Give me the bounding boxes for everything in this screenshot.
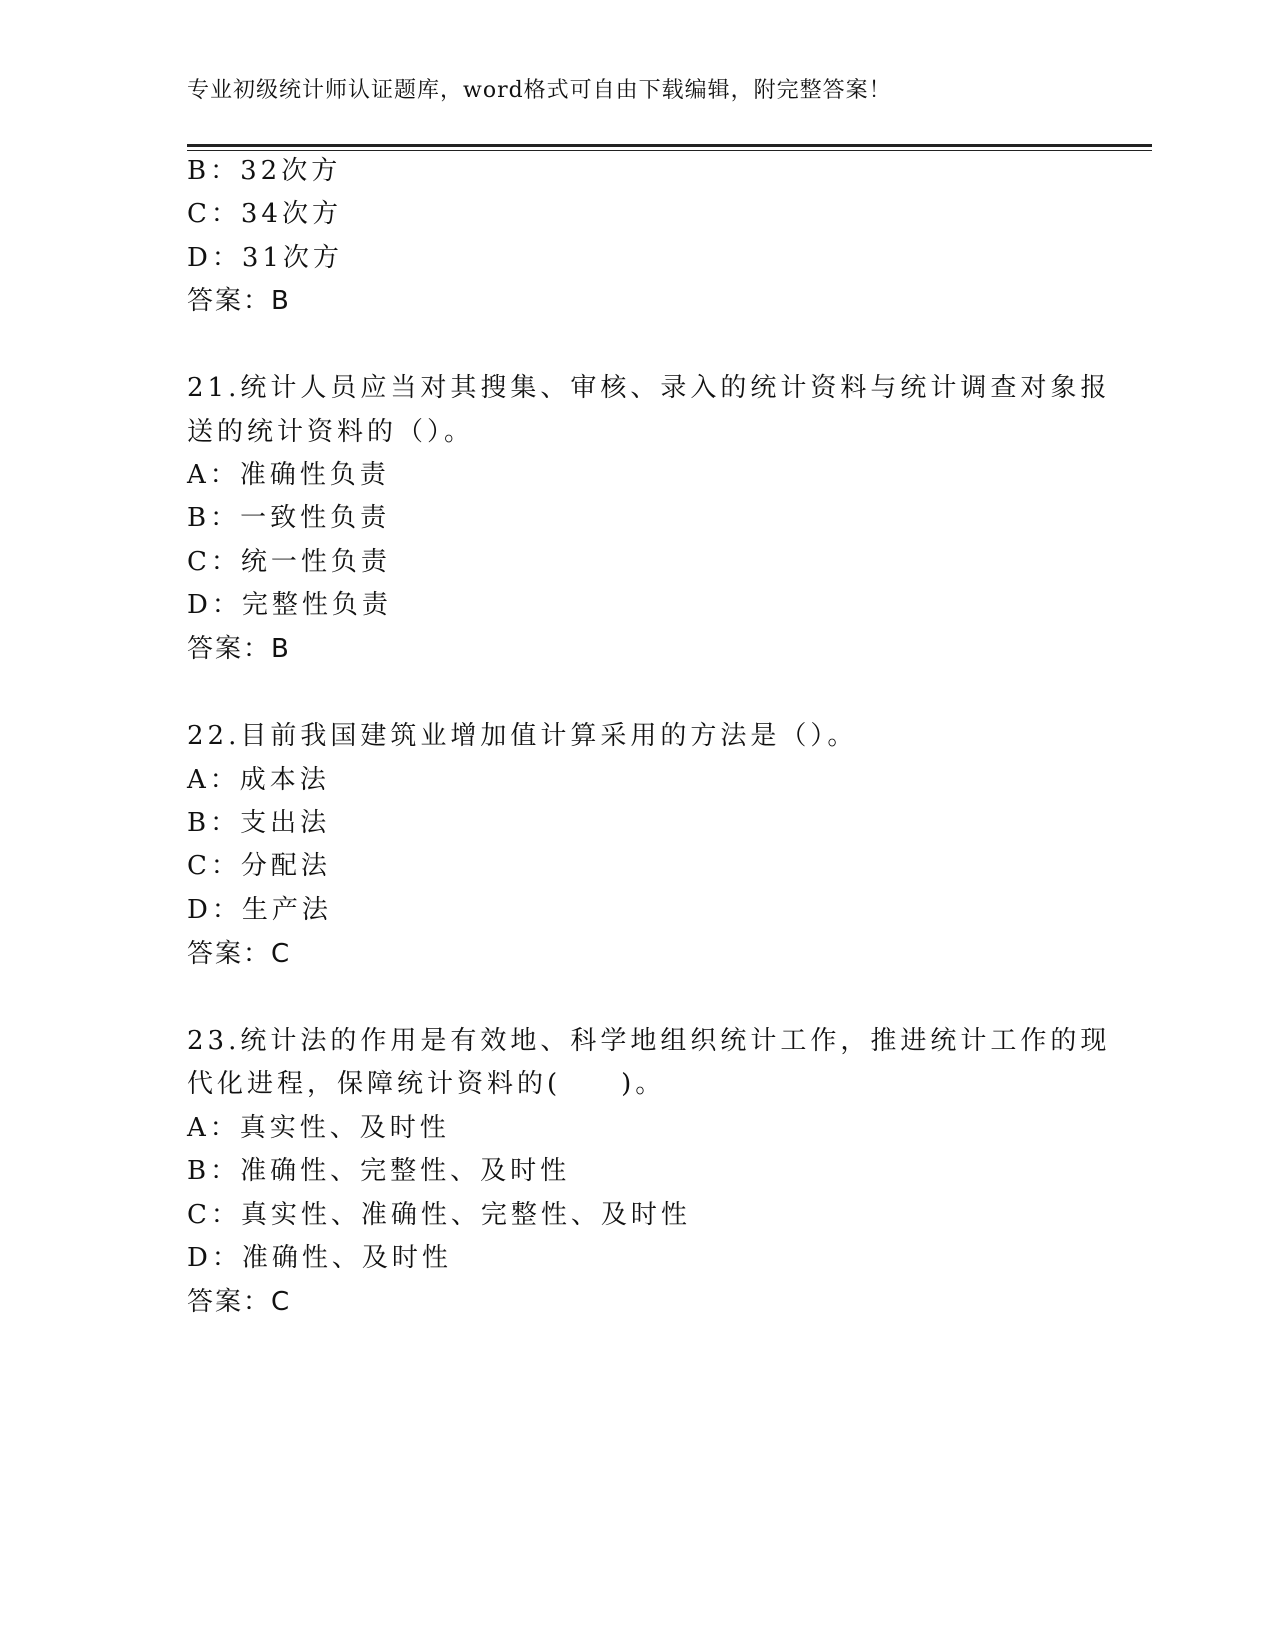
answer: 答案：C xyxy=(187,1287,292,1317)
answer: 答案：C xyxy=(187,939,292,969)
option-d: D：生产法 xyxy=(187,895,332,925)
question-stem: 23.统计法的作用是有效地、科学地组织统计工作，推进统计工作的现 xyxy=(187,1026,1111,1056)
option-a: A：准确性负责 xyxy=(187,460,390,490)
option-b: B：支出法 xyxy=(187,808,331,838)
question-stem: 21.统计人员应当对其搜集、审核、录入的统计资料与统计调查对象报 xyxy=(187,373,1111,403)
question-stem: 代化进程，保障统计资料的( )。 xyxy=(187,1069,666,1099)
option-b: B：准确性、完整性、及时性 xyxy=(187,1156,571,1186)
header-rule-thin xyxy=(187,150,1152,151)
answer: 答案：B xyxy=(187,286,291,316)
option-d: D：完整性负责 xyxy=(187,590,392,620)
option-d: D：31次方 xyxy=(187,243,343,273)
option-b: B：32次方 xyxy=(187,156,342,186)
option-c: C：真实性、准确性、完整性、及时性 xyxy=(187,1200,691,1230)
option-c: C：34次方 xyxy=(187,199,342,229)
option-c: C：分配法 xyxy=(187,851,331,881)
option-c: C：统一性负责 xyxy=(187,547,391,577)
question-stem: 22.目前我国建筑业增加值计算采用的方法是（）。 xyxy=(187,721,858,751)
question-stem: 送的统计资料的（）。 xyxy=(187,417,475,447)
header-rule-thick xyxy=(187,144,1152,147)
answer: 答案：B xyxy=(187,634,291,664)
option-a: A：成本法 xyxy=(187,765,330,795)
page-header: 专业初级统计师认证题库，word格式可自由下载编辑，附完整答案！ xyxy=(187,78,892,103)
option-a: A：真实性、及时性 xyxy=(187,1113,450,1143)
option-b: B：一致性负责 xyxy=(187,503,391,533)
option-d: D：准确性、及时性 xyxy=(187,1243,452,1273)
